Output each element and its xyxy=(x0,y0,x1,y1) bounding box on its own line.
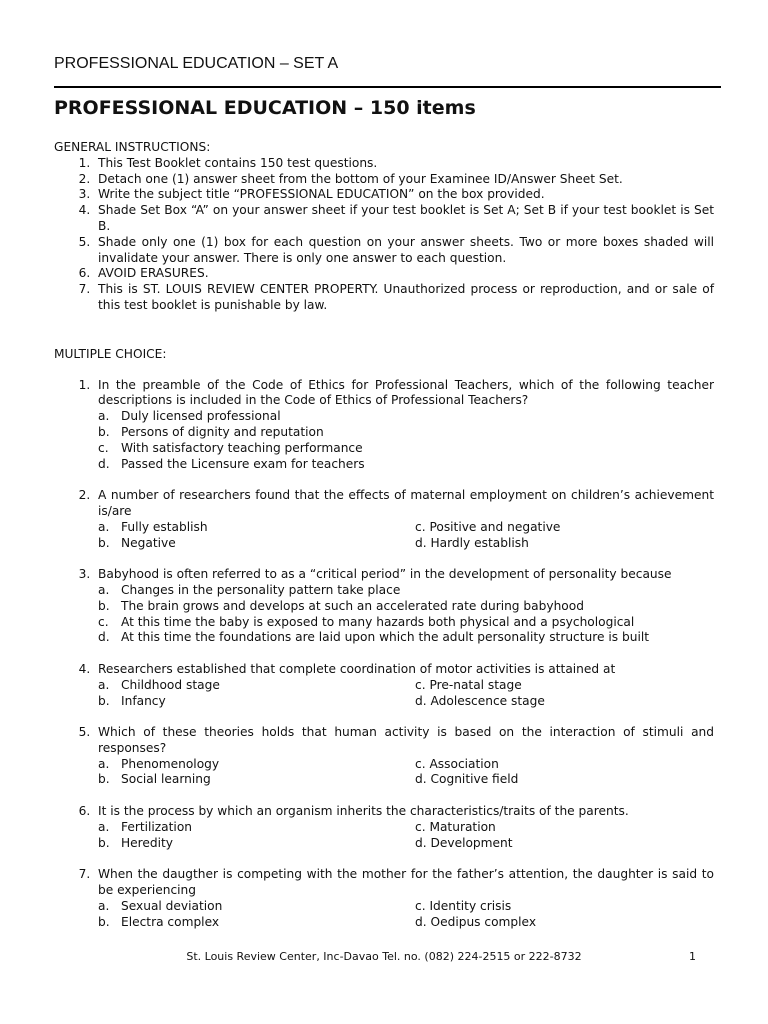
choice-a: a. Phenomenology xyxy=(98,756,220,771)
instruction-item: 7. This is ST. LOUIS REVIEW CENTER PROPERTY. Unauthorized process or reproduction, and or sale of this test booklet is punishable by law. xyxy=(78,282,714,312)
question-item xyxy=(54,662,714,709)
choice-b: b. Infancy xyxy=(98,693,166,708)
instruction-item: 6. AVOID ERASURES. xyxy=(78,266,209,281)
choice-c: c. Association xyxy=(415,756,499,771)
question-number: 5. xyxy=(78,725,91,740)
document-title: PROFESSIONAL EDUCATION – 150 items xyxy=(54,97,476,119)
document-body xyxy=(54,140,714,946)
choice-d: d. Oedipus complex xyxy=(415,914,537,929)
choice-b: b. Electra complex xyxy=(98,914,220,929)
choice-b: b. Negative xyxy=(98,535,176,550)
question-item xyxy=(54,867,714,930)
instruction-item: 5. Shade only one (1) box for each question on your answer sheets. Two or more boxes shaded will invalidate your answer. There is only one answer to each question. xyxy=(78,234,714,265)
choice-d: d. Adolescence stage xyxy=(415,693,545,708)
page-header: PROFESSIONAL EDUCATION – SET A xyxy=(54,55,339,72)
choice-d: d. Hardly establish xyxy=(415,535,529,550)
choice-a: a. Duly licensed professional xyxy=(98,409,281,424)
question-item xyxy=(54,488,714,551)
instruction-item: 3. Write the subject title “PROFESSIONAL EDUCATION” on the box provided. xyxy=(78,187,545,202)
question-item xyxy=(54,378,714,473)
question-number: 6. xyxy=(78,804,91,819)
choice-b: b. Social learning xyxy=(98,772,211,787)
question-stem: When the daugther is competing with the mother for the father’s attention, the daughter is said to be experiencing xyxy=(98,867,714,898)
question-number: 1. xyxy=(78,377,91,392)
choice-c: c. With satisfactory teaching performance xyxy=(98,440,363,455)
choice-b: b. Persons of dignity and reputation xyxy=(98,424,324,439)
choice-d: d. At this time the foundations are laid upon which the adult personality structure is built xyxy=(98,630,649,645)
question-item xyxy=(54,567,714,646)
question-stem: Which of these theories holds that human activity is based on the interaction of stimuli and responses? xyxy=(98,725,714,755)
choice-c: c. Pre-natal stage xyxy=(415,677,522,692)
choice-a: a. Childhood stage xyxy=(98,677,220,692)
choice-b: b. The brain grows and develops at such an accelerated rate during babyhood xyxy=(98,598,584,613)
choice-b: b. Heredity xyxy=(98,835,174,850)
choice-c: c. At this time the baby is exposed to many hazards both physical and a psychological xyxy=(98,614,635,629)
choice-d: d. Passed the Licensure exam for teachers xyxy=(98,456,365,471)
choice-c: c. Identity crisis xyxy=(415,898,512,913)
choice-a: a. Fully establish xyxy=(98,519,208,534)
instruction-item: 4. Shade Set Box “A” on your answer sheet if your test booklet is Set A; Set B if your test booklet is Set B. xyxy=(78,203,714,233)
question-stem: Researchers established that complete coordination of motor activities is attained at xyxy=(98,661,616,676)
page-footer: St. Louis Review Center, Inc-Davao Tel. no. (082) 224-2515 or 222-8732 xyxy=(186,950,582,963)
instruction-item: 2. Detach one (1) answer sheet from the bottom of your Examinee ID/Answer Sheet Set. xyxy=(78,171,623,186)
choice-a: a. Changes in the personality pattern take place xyxy=(98,582,401,597)
header-divider xyxy=(54,86,721,88)
question-item xyxy=(54,725,714,788)
instructions-list xyxy=(54,156,714,314)
choice-a: a. Fertilization xyxy=(98,819,192,834)
choice-c: c. Maturation xyxy=(415,819,496,834)
question-number: 2. xyxy=(78,488,91,503)
question-number: 7. xyxy=(78,867,91,882)
question-item xyxy=(54,804,714,851)
choice-a: a. Sexual deviation xyxy=(98,898,223,913)
question-number: 3. xyxy=(78,567,91,582)
choice-d: d. Cognitive field xyxy=(415,772,519,787)
page-number: 1 xyxy=(689,950,696,963)
instructions-heading: GENERAL INSTRUCTIONS: xyxy=(54,140,211,154)
choice-c: c. Positive and negative xyxy=(415,519,561,534)
multiple-choice-heading: MULTIPLE CHOICE: xyxy=(54,346,167,361)
instruction-item: 1. This Test Booklet contains 150 test questions. xyxy=(78,155,378,170)
choice-d: d. Development xyxy=(415,835,513,850)
question-stem: In the preamble of the Code of Ethics for Professional Teachers, which of the following teacher descriptions is included in the Code of Ethics of Professional Teachers? xyxy=(98,377,714,408)
question-stem: It is the process by which an organism inherits the characteristics/traits of the parents. xyxy=(98,804,629,819)
question-stem: Babyhood is often referred to as a “critical period” in the development of personality because xyxy=(98,567,672,582)
question-stem: A number of researchers found that the effects of maternal employment on children’s achievement is/are xyxy=(98,488,714,518)
question-number: 4. xyxy=(78,661,91,676)
